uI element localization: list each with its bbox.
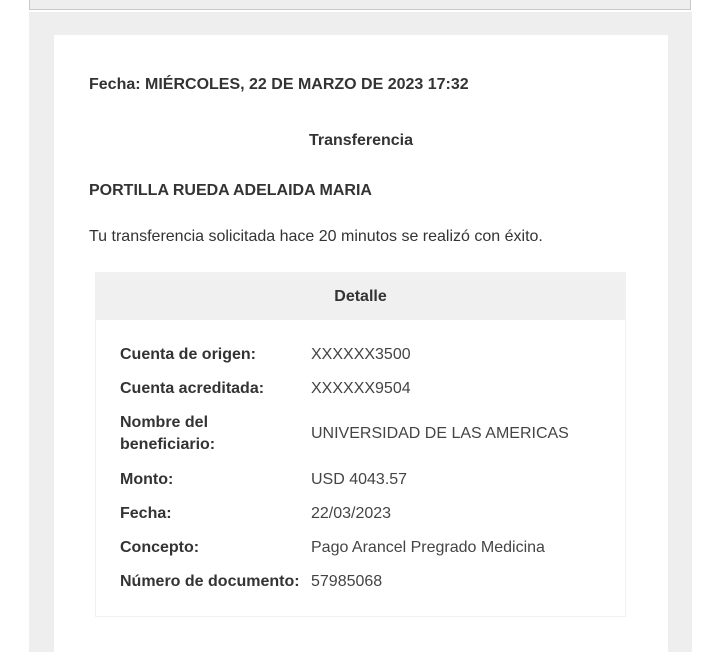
detail-panel — [95, 272, 626, 617]
confirmation-message: Tu transferencia solicitada hace 20 minutos se realizó con éxito. — [89, 228, 543, 245]
receipt-date: Fecha: MIÉRCOLES, 22 DE MARZO DE 2023 17:32 — [89, 76, 469, 93]
detail-value: USD 4043.57 — [311, 471, 408, 488]
detail-value: XXXXXX3500 — [311, 346, 411, 363]
detail-label: Cuenta de origen: — [120, 346, 257, 363]
receipt-card — [54, 35, 668, 655]
detail-label: Nombre del beneficiario: — [120, 414, 216, 453]
detail-heading: Detalle — [96, 273, 625, 320]
detail-label: Fecha: — [120, 505, 172, 522]
email-body — [29, 12, 692, 652]
detail-label: Concepto: — [120, 539, 200, 556]
detail-label: Monto: — [120, 471, 174, 488]
top-container-edge — [29, 0, 691, 10]
detail-value: 22/03/2023 — [311, 505, 392, 522]
detail-label: Cuenta acreditada: — [120, 380, 265, 397]
account-holder-name: PORTILLA RUEDA ADELAIDA MARIA — [89, 182, 372, 199]
receipt-title: Transferencia — [308, 132, 414, 149]
detail-value: Pago Arancel Pregrado Medicina — [311, 539, 545, 556]
detail-value: 57985068 — [311, 573, 383, 590]
detail-label: Número de documento: — [120, 573, 300, 590]
detail-value: XXXXXX9504 — [311, 380, 411, 397]
detail-value: UNIVERSIDAD DE LAS AMERICAS — [311, 425, 569, 442]
